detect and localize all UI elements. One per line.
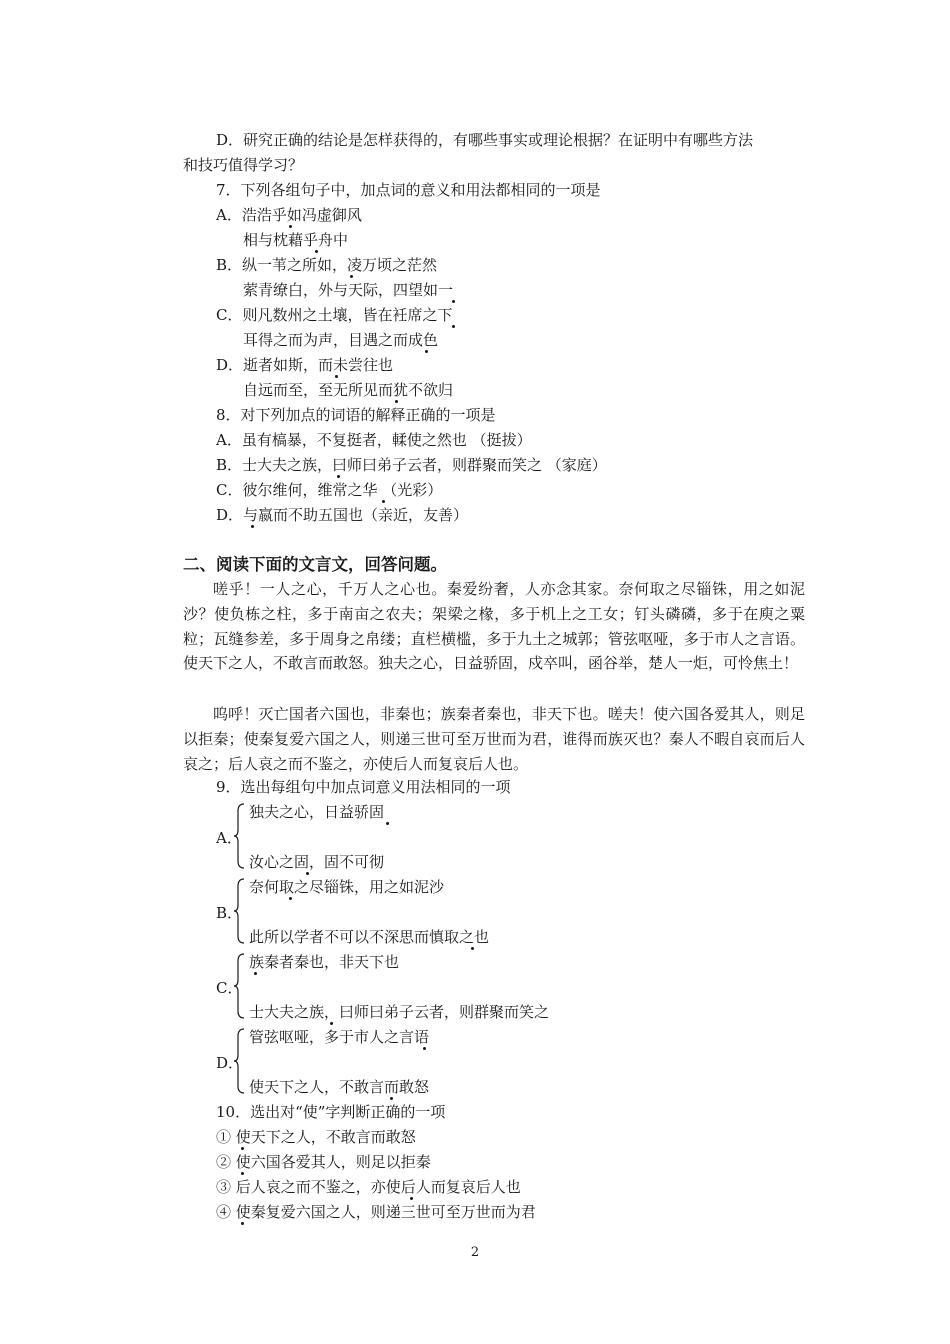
option-label: D． [216, 356, 244, 374]
q8-option-d: D．与嬴而不助五国也（亲近，友善） [216, 506, 469, 524]
q9-group-c-sentence1: 族秦者秦也，非天下也 [249, 953, 400, 971]
emphasis-dot [315, 250, 318, 253]
q7-option-b-sentence2: 萦青缭白，外与天际，四望如一 [243, 281, 454, 299]
q9-group-b-sentence1: 奈何取之尽锱铢，用之如泥沙 [249, 878, 445, 896]
q7-option-c-sentence2: 耳得之而为声，目遇之而成色 [243, 331, 439, 349]
emphasis-dot [335, 375, 338, 378]
emphasis-dot [425, 350, 428, 353]
emphasis-dot [306, 872, 309, 875]
q8-stem: 8．对下列加点的词语的解释正确的一项是 [216, 406, 496, 424]
q8-option-c: C．彼尔维何，维常之华 （光彩） [216, 481, 443, 499]
emphasis-dot [289, 225, 292, 228]
emphasis-dot [471, 947, 474, 950]
emphasis-dot [382, 500, 385, 503]
q8-option-b: B．士大夫之族，曰师曰弟子云者，则群聚而笑之 （家庭） [216, 456, 607, 474]
left-brace-icon [233, 953, 245, 1019]
q10-stem: 10．选出对“使”字判断正确的一项 [216, 1103, 446, 1121]
q9-group-d-label: D． [216, 1054, 244, 1072]
q9-group-d-sentence1: 管弦呕哑，多于市人之言语 [249, 1028, 430, 1046]
left-brace-icon [233, 1028, 245, 1094]
q7-option-c [216, 303, 453, 328]
emphasis-dot [289, 897, 292, 900]
emphasis-dot [350, 275, 353, 278]
option-label: B． [216, 256, 243, 274]
passage-paragraph-2: 呜呼！灭亡国者六国也，非秦也；族秦者秦也，非天下也。嗟夫！使六国各爱其人，则足以拒秦；使秦复爱六国之人，则递三世可至万世而为君，谁得而族灭也？秦人不暇自哀而后人哀之；后人哀之而不鉴之，亦使后人而复哀后人也。 [183, 705, 805, 773]
q9-group-b-label: B． [216, 904, 243, 922]
q7-option-d-sentence2: 自远而至，至无所见而犹不欲归 [243, 381, 454, 399]
q7-option-a-sentence2: 相与枕藉乎舟中 [243, 231, 349, 249]
q9-group-a-sentence2: 汝心之固，固不可彻 [249, 853, 385, 871]
q7-stem: 7．下列各组句子中，加点词的意义和用法都相同的一项是 [216, 181, 601, 199]
q9-stem: 9．选出每组句中加点词意义用法相同的一项 [216, 778, 511, 796]
q9-group-a-label: A． [216, 829, 242, 847]
q10-item-2: ② 使六国各爱其人，则足以拒秦 [216, 1153, 431, 1171]
q9-group-c-label: C． [216, 979, 243, 997]
emphasis-dot [390, 1097, 393, 1100]
option-sentence: 逝者如斯，而未尝往也 [243, 356, 394, 374]
left-brace-icon [233, 803, 245, 869]
passage-paragraph-1: 嗟乎！一人之心，千万人之心也。秦爱纷奢，人亦念其家。奈何取之尽锱铢，用之如泥沙？使负栋之柱，多于南亩之农夫；架梁之椽，多于机上之工女；钉头磷磷，多于在庾之粟粒；瓦缝参差，多于周身之帛缕；直栏横槛，多于九土之城郭；管弦呕哑，多于市人之言语。使天下之人，不敢言而敢怒。独夫之心，日益骄固，戍卒叫，函谷举，楚人一炬，可怜焦土！ [183, 580, 805, 673]
option-sentence: 则凡数州之土壤，皆在衽席之下 [242, 306, 453, 324]
emphasis-dot [452, 300, 455, 303]
q9-group-b-sentence2: 此所以学者不可以不深思而慎取之也 [249, 928, 490, 946]
q10-item-1: ① 使天下之人，不敢言而敢怒 [216, 1128, 416, 1146]
q10-item-4: ④ 使秦复爱六国之人，则递三世可至万世而为君 [216, 1203, 536, 1221]
emphasis-dot [423, 1047, 426, 1050]
emphasis-dot [337, 475, 340, 478]
emphasis-dot [241, 1147, 244, 1150]
emphasis-dot [452, 325, 455, 328]
q7-option-b [216, 253, 437, 278]
q6-option-d-line1: D．研究正确的结论是怎样获得的，有哪些事实或理论根据？在证明中有哪些方法 [216, 131, 754, 149]
q6-option-d-line2: 和技巧值得学习？ [183, 156, 304, 174]
emphasis-dot [410, 1197, 413, 1200]
emphasis-dot [251, 525, 254, 528]
page-number: 2 [470, 1245, 480, 1260]
emphasis-dot [241, 1222, 244, 1225]
emphasis-dot [386, 822, 389, 825]
option-label: A． [216, 206, 242, 224]
option-label: C． [216, 306, 243, 324]
emphasis-dot [395, 400, 398, 403]
section-heading: 二、阅读下面的文言文，回答问题。 [183, 555, 447, 574]
emphasis-dot [241, 1172, 244, 1175]
left-brace-icon [233, 878, 245, 944]
q8-option-a: A．虽有槁暴，不复挺者，輮使之然也 （挺拔） [216, 431, 532, 449]
q9-group-d-sentence2: 使天下之人，不敢言而敢怒 [249, 1078, 430, 1096]
q10-item-3: ③ 后人哀之而不鉴之，亦使后人而复哀后人也 [216, 1178, 521, 1196]
emphasis-dot [254, 972, 257, 975]
option-sentence: 浩浩乎如冯虚御风 [241, 206, 362, 224]
emphasis-dot [330, 1022, 333, 1025]
q9-group-c-sentence2: 士大夫之族，曰师曰弟子云者，则群聚而笑之 [249, 1003, 550, 1021]
option-sentence: 纵一苇之所如，凌万顷之茫然 [242, 256, 438, 274]
q7-option-d [216, 353, 393, 378]
q9-group-a-sentence1: 独夫之心，日益骄固 [249, 803, 385, 821]
